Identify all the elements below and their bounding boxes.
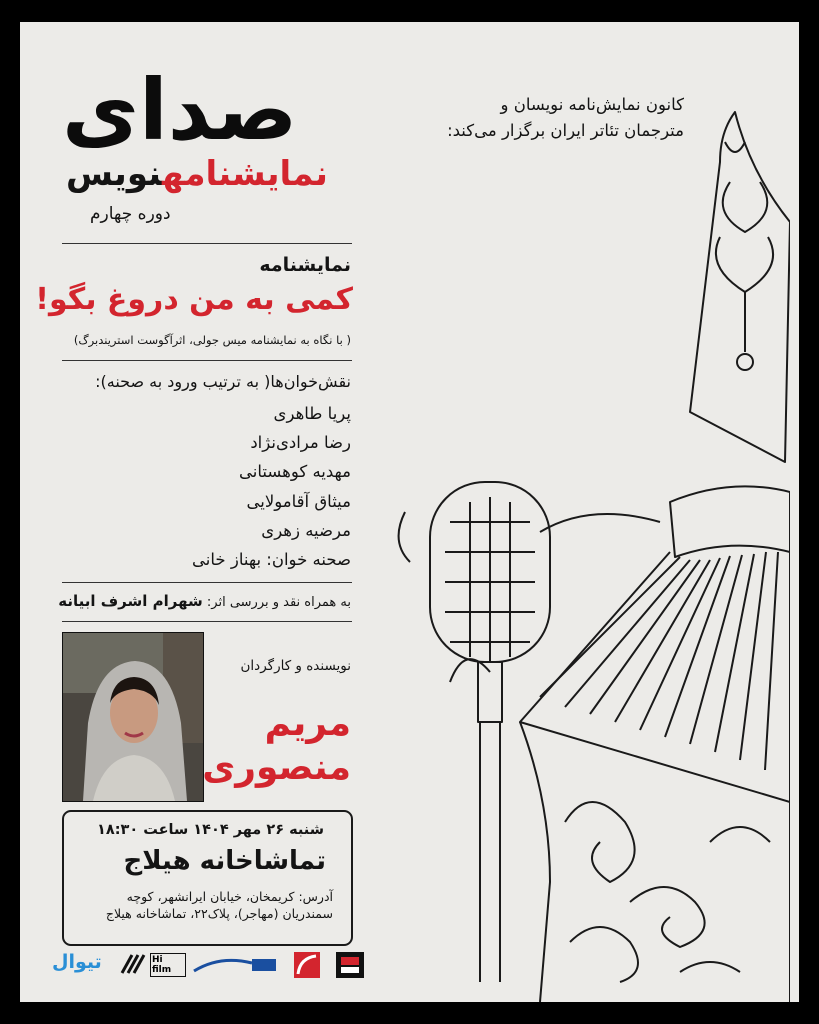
event-datetime: شنبه ۲۶ مهر ۱۴۰۴ ساعت ۱۸:۳۰: [97, 822, 324, 838]
divider: [62, 621, 352, 622]
microphone-pen-illustration: [390, 82, 790, 1002]
logo-swoosh-icon: [190, 953, 280, 977]
cast-member: مهدیه کوهستانی: [239, 462, 351, 482]
critique-prefix: به همراه نقد و بررسی اثر:: [206, 595, 351, 610]
event-info-box: [62, 810, 353, 946]
writer-director-name: [202, 702, 351, 790]
brand-subtitle-black: نویس: [66, 154, 163, 194]
cast-member: مرضیه زهری: [261, 520, 351, 540]
cast-member: پریا طاهری: [273, 404, 351, 423]
cast-member: رضا مرادی‌نژاد: [250, 433, 351, 453]
writer-director-first: مریم: [264, 703, 351, 744]
critic-name: شهرام اشرف ابیانه: [58, 592, 203, 610]
divider: [62, 360, 352, 361]
play-inspiration: ( با نگاه به نمایشنامه میس جولی، اثرآگوست استریندبرگ): [73, 333, 351, 347]
cast-member: صحنه خوان: بهناز خانی: [192, 550, 351, 570]
play-label: نمایشنامه: [259, 254, 351, 276]
critique-line: [58, 592, 351, 610]
organizer-line-2: مترجمان تئاتر ایران برگزار می‌کند:: [447, 121, 684, 140]
season-label: دوره چهارم: [90, 204, 171, 224]
logo-teval: تیوال: [52, 951, 102, 973]
venue-address: آدرس: کریمخان، خیابان ایرانشهر، کوچه سمندریان (مهاجر)، پلاک۲۲، تماشاخانه هیلاج: [105, 889, 333, 921]
play-title: کمی به من دروغ بگو!: [35, 282, 353, 317]
writer-director-last: منصوری: [202, 747, 351, 788]
brand-subtitle-red: نمایشنامه: [162, 154, 328, 194]
brand-subtitle: [66, 154, 328, 194]
organizer-line-1: کانون نمایش‌نامه نویسان و: [500, 95, 684, 114]
portrait-photo: [62, 632, 204, 802]
cast-heading: نقش‌خوان‌ها( به ترتیب ورود به صحنه):: [95, 372, 351, 391]
logo-red-square-icon: [294, 952, 320, 978]
divider: [62, 582, 352, 583]
writer-director-label: نویسنده و کارگردان: [240, 658, 351, 674]
brand-title: صدای: [62, 61, 298, 159]
poster: [20, 22, 799, 1002]
cast-member: میثاق آقامولایی: [246, 491, 351, 511]
logo-kanoon-icon: [336, 952, 364, 978]
cast-list: [192, 399, 351, 574]
logo-hilaj-film: Hi film: [150, 953, 186, 977]
divider: [62, 243, 352, 244]
logo-stripes-icon: [120, 953, 148, 975]
venue-name: تماشاخانه هیلاج: [123, 846, 326, 876]
sponsor-logos: [50, 947, 370, 983]
